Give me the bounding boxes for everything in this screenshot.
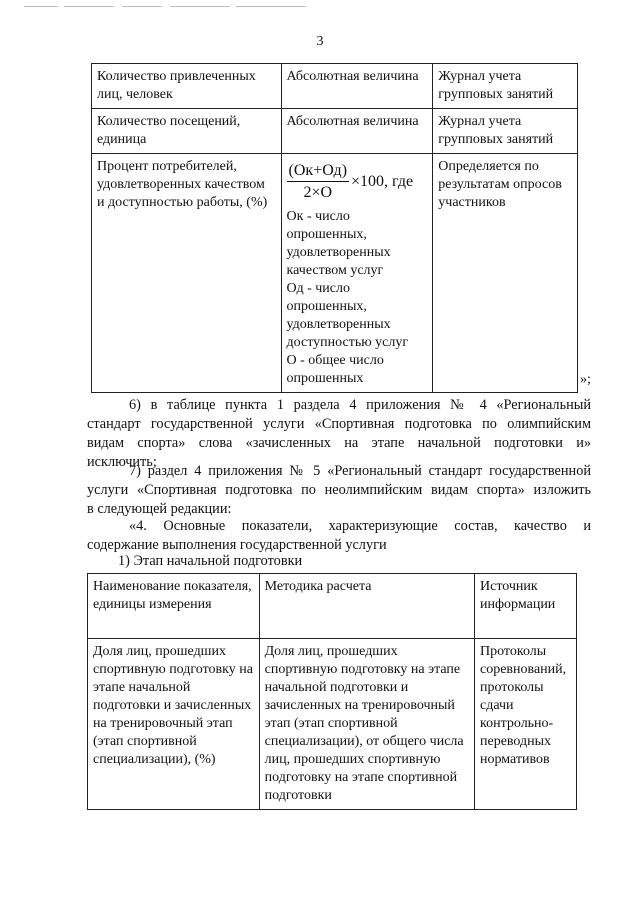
source-cell: Журнал учета групповых занятий [433,109,578,154]
paragraph-item-6: 6) в таблице пункта 1 раздела 4 приложения № 4 «Региональный стандарт государственной услуги «Спортивная подготовка по олимпийским видам спорта» слова «зачисленных на этапе начальной подготовки и» исключить; [87,397,591,470]
table-row [92,109,578,154]
scan-marks [24,6,324,8]
formula-fraction [287,162,350,202]
indicators-table-continued [91,63,578,393]
formula-numerator: (Ок+Од) [287,162,350,182]
end-quote-mark: »; [580,372,591,387]
formula-note: О - общее число опрошенных [286,353,384,386]
method-cell: Доля лиц, прошедших спортивную подготовку на этапе начальной подготовки и зачисленных на тренировочный этап (этап спортивной специализации), от общего числа лиц, прошедших спортивную подготовку на этапе спортивной подготовки [259,639,474,810]
source-cell: Протоколы соревнований, протоколы сдачи контрольно-переводных нормативов [475,639,577,810]
indicator-cell: Процент потребителей, удовлетворенных качеством и доступностью работы, (%) [92,154,282,393]
formula-note: Ок - число опрошенных, удовлетворенных качеством услуг [286,209,391,278]
header-method: Методика расчета [259,574,474,639]
formula-denominator: 2×О [303,184,333,201]
table-header-row [88,574,577,639]
source-cell: Журнал учета групповых занятий [433,64,578,109]
header-indicator: Наименование показателя, единицы измерения [88,574,260,639]
indicator-cell: Доля лиц, прошедших спортивную подготовку на этапе начальной подготовки и зачисленных на тренировочный этап (этап спортивной специализации), (%) [88,639,260,810]
page-number: 3 [316,34,324,49]
section-4-heading: «4. Основные показатели, характеризующие состав, качество и содержание выполнения государственной услуги [87,518,591,553]
table-row [92,154,578,393]
header-source: Источник информации [475,574,577,639]
indicators-table-stage1 [87,573,577,810]
table-row [88,639,577,810]
stage-heading: 1) Этап начальной подготовки [118,553,303,569]
method-cell: Абсолютная величина [281,109,433,154]
satisfaction-formula [287,162,428,202]
method-cell [281,154,433,393]
formula-note: Од - число опрошенных, удовлетворенных доступностью услуг [286,281,409,350]
indicator-cell: Количество посещений, единица [92,109,282,154]
method-cell: Абсолютная величина [281,64,433,109]
source-cell: Определяется по результатам опросов участников [433,154,578,393]
indicator-cell: Количество привлеченных лиц, человек [92,64,282,109]
formula-tail: ×100, где [351,173,414,190]
paragraph-item-7: 7) раздел 4 приложения № 5 «Региональный стандарт государственной услуги «Спортивная подготовка по неолимпийским видам спорта» изложить в следующей редакции: [87,463,591,517]
table-row [92,64,578,109]
